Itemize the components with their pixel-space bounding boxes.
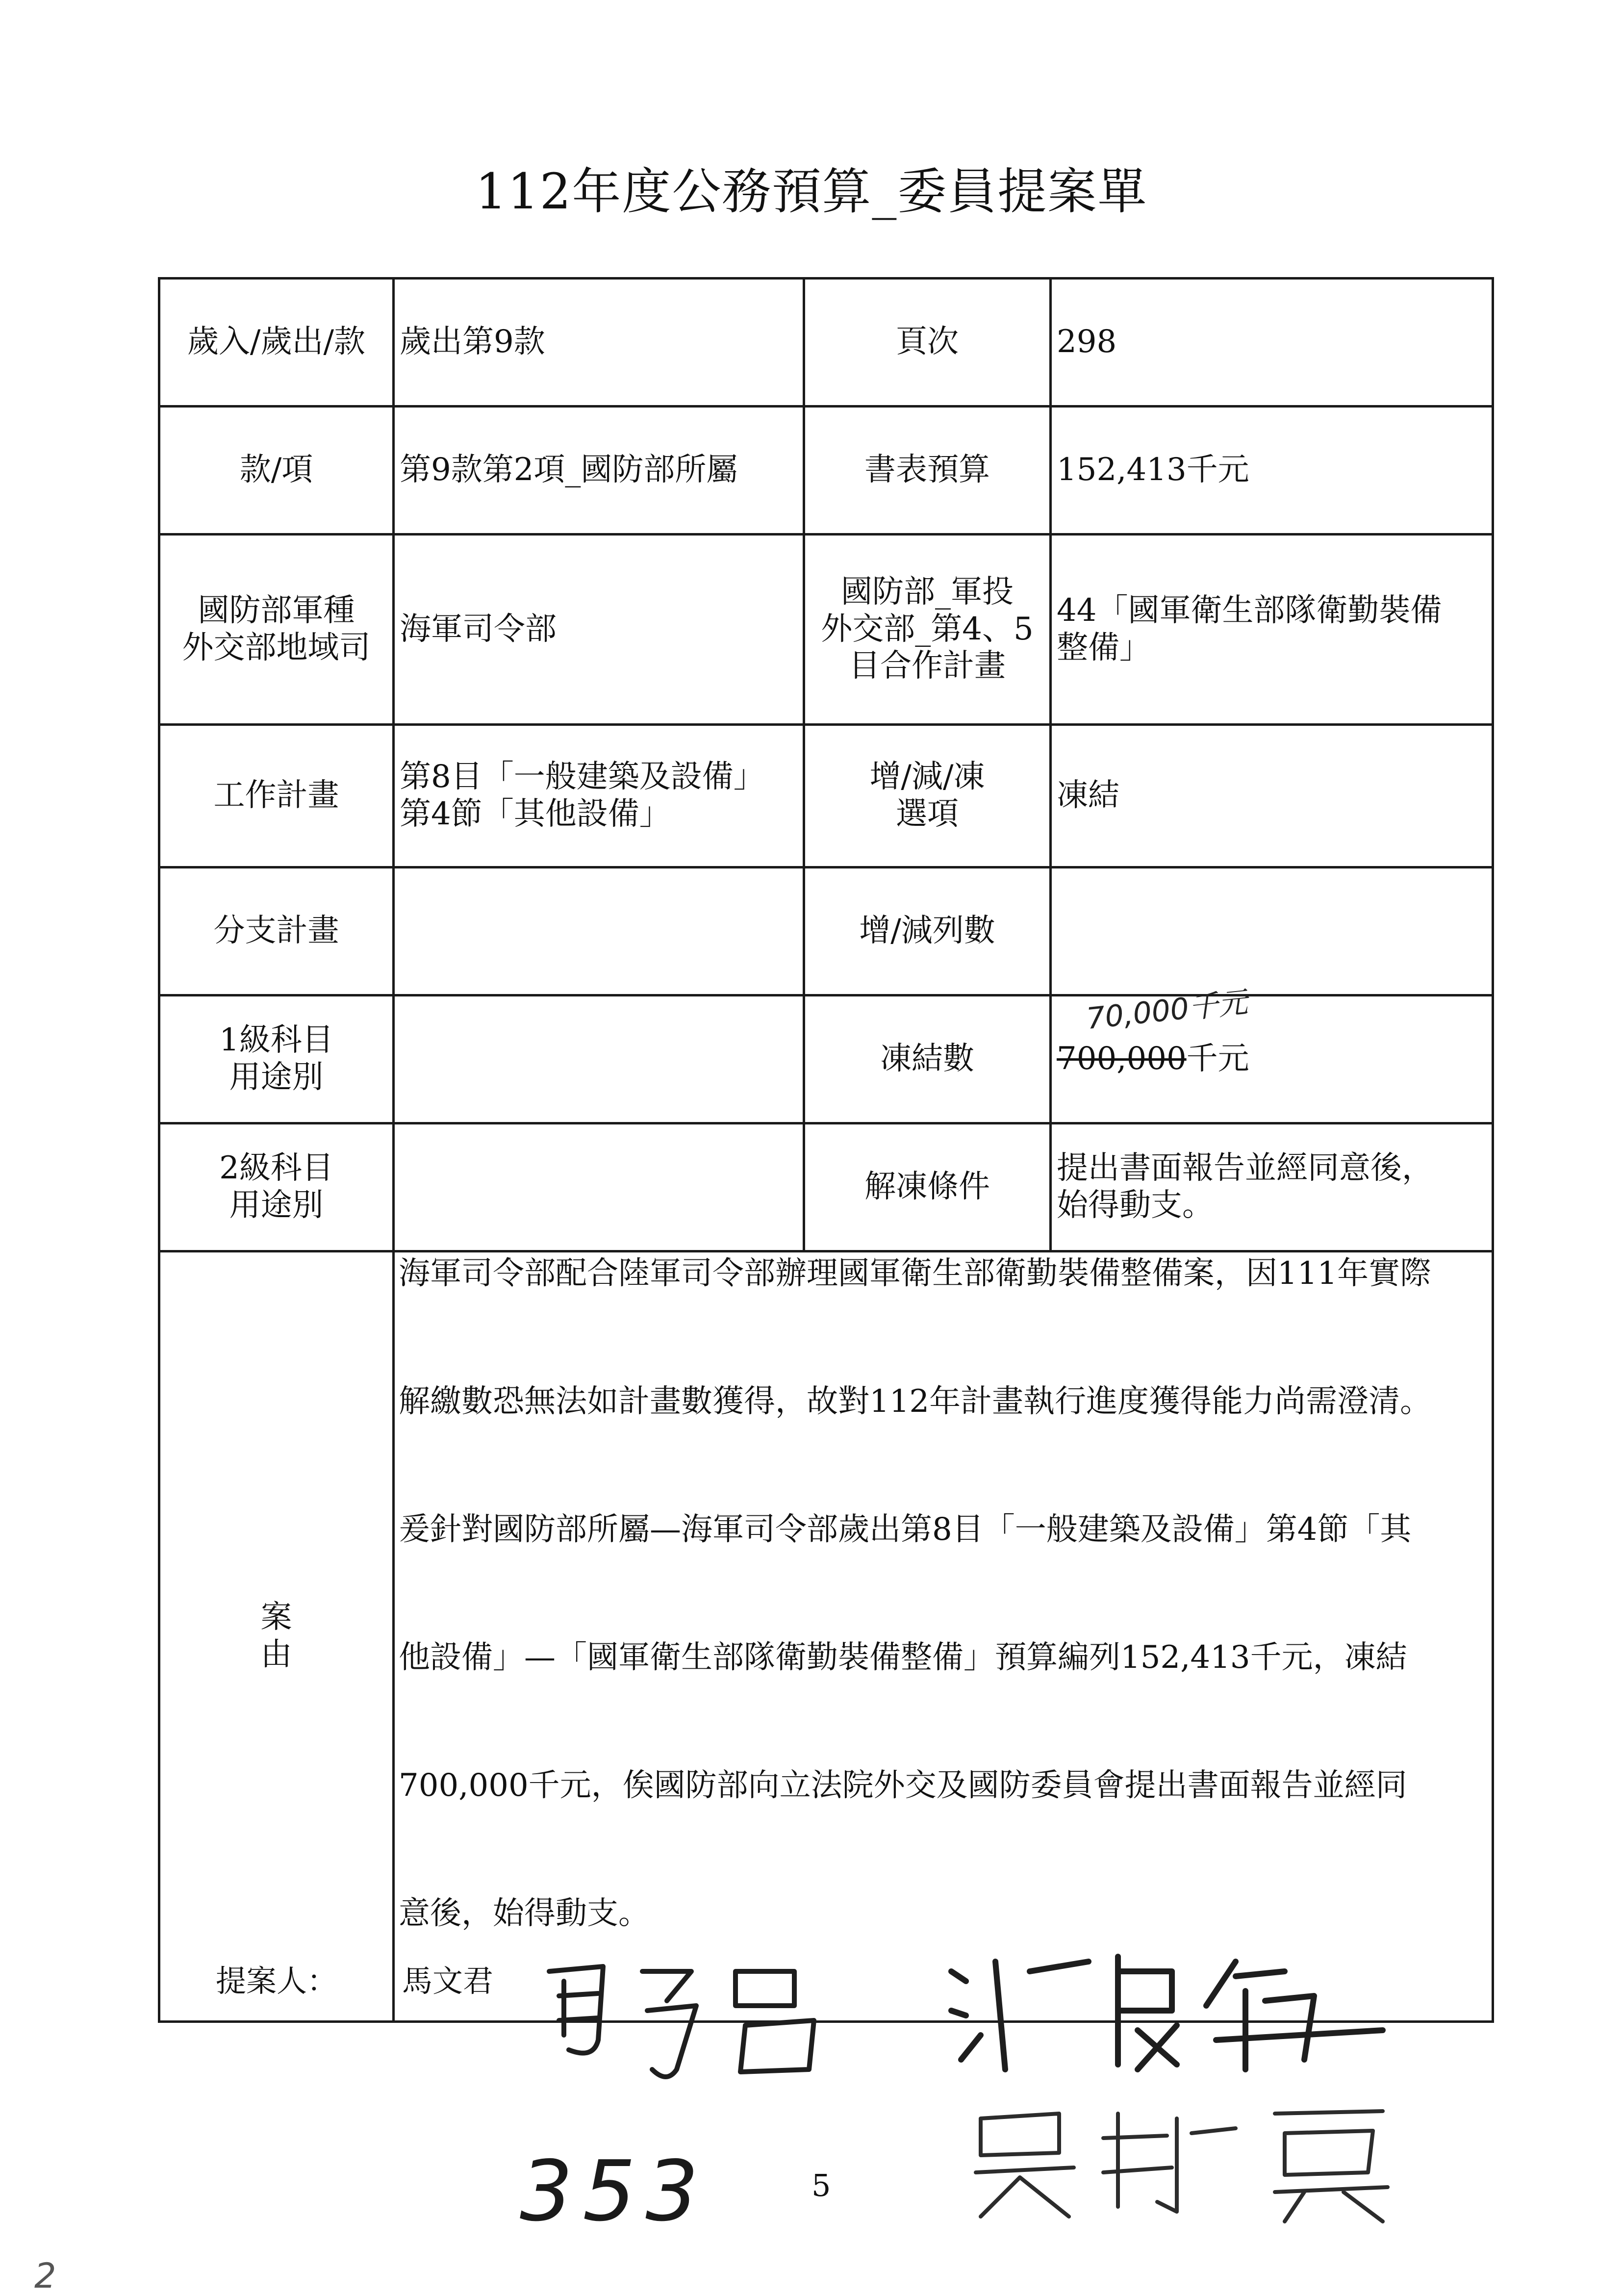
value-department: 海軍司令部 — [394, 535, 804, 725]
reason-line: 他設備」—「國軍衛生部隊衛勤裝備整備」預算編列152,413千元，凍結 — [399, 1639, 1407, 1676]
struck-amount: 700,000 — [1057, 1041, 1187, 1077]
row-department — [159, 535, 1493, 725]
page-title: 112年度公務預算_委員提案單 — [475, 163, 1148, 220]
signature-1 — [530, 1952, 843, 2089]
handwritten-correction: 70,000千元 — [1085, 985, 1249, 1037]
value-level2 — [394, 1123, 804, 1251]
value-plan-category: 44「國軍衛生部隊衛勤裝備 整備」 — [1051, 535, 1493, 725]
label-change-amount: 增/減列數 — [804, 867, 1051, 995]
reason-line: 爰針對國防部所屬—海軍司令部歲出第8目「一般建築及設備」第4節「其 — [399, 1511, 1412, 1548]
label-option: 增/減/凍 選項 — [804, 725, 1051, 867]
row-level1 — [159, 995, 1493, 1123]
proposer-label: 提案人： — [216, 1963, 338, 1999]
label-budget: 書表預算 — [804, 407, 1051, 535]
reason-line: 解繳數恐無法如計畫數獲得，故對112年計畫執行進度獲得能力尚需澄清。 — [399, 1383, 1432, 1420]
row-item — [159, 407, 1493, 535]
reason-line: 海軍司令部配合陸軍司令部辦理國軍衛生部衛勤裝備整備案，因111年實際 — [399, 1255, 1432, 1292]
corner-mark: 2 — [34, 2256, 56, 2296]
row-reason — [159, 1251, 1493, 2022]
signature-2 — [941, 1942, 1412, 2089]
label-work-plan: 工作計畫 — [159, 725, 394, 867]
value-budget: 152,413千元 — [1051, 407, 1493, 535]
value-level1 — [394, 995, 804, 1123]
value-option: 凍結 — [1051, 725, 1493, 867]
value-change-amount — [1051, 867, 1493, 995]
amount-unit: 千元 — [1186, 1041, 1249, 1077]
value-branch-plan — [394, 867, 804, 995]
row-work-plan — [159, 725, 1493, 867]
value-page: 298 — [1051, 279, 1493, 407]
label-reason: 案由 — [159, 1251, 394, 2022]
signature-3 — [961, 2099, 1402, 2226]
value-freeze-amount — [1051, 985, 1493, 1123]
value-reason — [394, 1251, 1493, 2022]
label-item: 款/項 — [159, 407, 394, 535]
row-level2 — [159, 1123, 1493, 1251]
row-branch-plan — [159, 867, 1493, 995]
proposer-name: 馬文君 — [402, 1963, 494, 1999]
label-page: 頁次 — [804, 279, 1051, 407]
label-account-type: 歲入/歲出/款 — [159, 279, 394, 407]
label-level1: 1級科目 用途別 — [159, 995, 394, 1123]
case-number: 353 — [520, 2143, 709, 2240]
label-unfreeze-condition: 解凍條件 — [804, 1123, 1051, 1251]
reason-line: 意後，始得動支。 — [399, 1895, 650, 1932]
label-freeze-amount: 凍結數 — [804, 995, 1051, 1123]
label-plan-category: 國防部_軍投 外交部_第4、5 目合作計畫 — [804, 535, 1051, 725]
value-account-type: 歲出第9款 — [394, 279, 804, 407]
row-account — [159, 279, 1493, 407]
value-item: 第9款第2項_國防部所屬 — [394, 407, 804, 535]
label-level2: 2級科目 用途別 — [159, 1123, 394, 1251]
label-department: 國防部軍種 外交部地域司 — [159, 535, 394, 725]
proposal-form-table — [158, 277, 1494, 2023]
reason-line: 700,000千元，俟國防部向立法院外交及國防委員會提出書面報告並經同 — [399, 1767, 1407, 1804]
page-number: 5 — [812, 2168, 831, 2203]
label-branch-plan: 分支計畫 — [159, 867, 394, 995]
value-work-plan: 第8目「一般建築及設備」 第4節「其他設備」 — [394, 725, 804, 867]
value-unfreeze-condition: 提出書面報告並經同意後， 始得動支。 — [1051, 1123, 1493, 1251]
